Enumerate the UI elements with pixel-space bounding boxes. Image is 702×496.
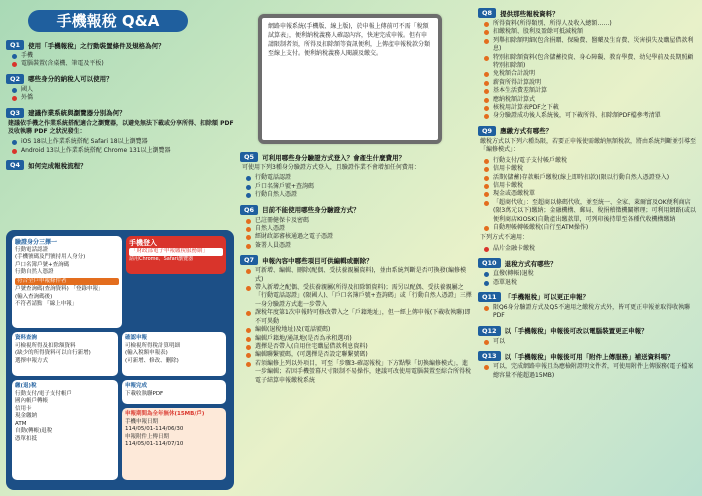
- list-item: 編輯聯繫號碼，(可選擇是否設定聯繫號碼): [246, 351, 472, 359]
- q9-body: 繳稅方式以下列六種為限，若要正申報使需繳納無額稅款，將由系統判斷並引導至「編修模式」：: [480, 137, 697, 154]
- flow-period-title: 申報期間為全年無休(15MB/戶): [125, 411, 205, 417]
- list-item: 列舉扣除額明細(包含捐贈、保險費、醫藥及生育費、災害損失及購屋借款利息): [484, 37, 696, 54]
- q9-answer-list: [484, 157, 696, 233]
- bullet-icon: [484, 184, 489, 189]
- bullet-icon: [246, 219, 251, 224]
- list-item: 應納稅額計算式: [484, 96, 696, 104]
- bullet-icon: [484, 81, 489, 86]
- bullet-icon: [246, 286, 251, 291]
- list-item: 選擇是否帶入(自用住宅購屋借款利息資料): [246, 343, 472, 351]
- list-item: 編輯戶籍地/通訊地(是否為承租選項): [246, 335, 472, 343]
- bullet-icon: [484, 201, 489, 206]
- q3-number: Q3: [6, 108, 24, 118]
- bullet-icon: [12, 54, 17, 59]
- q1-answer-list: [12, 52, 234, 69]
- bullet-icon: [484, 167, 489, 172]
- list-item: 114/05/01-114/07/10: [125, 441, 184, 447]
- flow-step-1-title: 驗證身分三擇一: [15, 239, 58, 246]
- q9-heading: [478, 126, 696, 136]
- list-item: (可新增、修改、刪除): [125, 357, 179, 364]
- q1-text: 使用「手機報稅」之行動裝置條件及規格為何？: [28, 41, 165, 50]
- list-item: 自動(轉帳)退稅: [15, 428, 53, 434]
- q3-body: 建議依手機之作業系統搭配適合之瀏覽器，以避免無法下載或分享所得、扣除額 PDF 及收執聯 PDF 之狀況發生：: [8, 119, 234, 136]
- list-item: 現金繳納: [15, 413, 38, 419]
- bullet-icon: [246, 193, 251, 198]
- list-item: 信用卡繳稅: [484, 182, 696, 190]
- q6-answer-list: [246, 217, 472, 251]
- q4-text: 如何完成報稅流程？: [28, 161, 87, 170]
- bullet-icon: [484, 89, 489, 94]
- flow-login-title: 手機登入: [129, 239, 157, 247]
- q9-refund-list: [484, 245, 696, 253]
- q13-heading: [478, 351, 696, 361]
- q13-answer-list: [484, 363, 696, 380]
- flow-step-2-title: 資料查詢: [15, 335, 38, 341]
- q12-heading: [478, 326, 696, 336]
- list-item: 不符者請點 「線上申報」: [15, 301, 78, 307]
- list-item: 行動自然人憑證: [246, 191, 472, 199]
- bullet-icon: [484, 365, 489, 370]
- q10-text: 退稅方式有哪些？: [504, 259, 557, 268]
- q11-heading: [478, 292, 696, 302]
- list-item: 可以，完成網路申報且為應檢附證明文件者，可使用附件上傳服務(電子檔案總容量不能超過15MB): [484, 363, 696, 380]
- q2-text: 哪些身分的納稅人可以使用？: [28, 75, 113, 84]
- list-item: (輸入查詢碼後): [15, 293, 53, 300]
- list-item: 限Q6身分驗證方式及Q5不適用之繳稅方式外，皆可更正申報並取得收執聯PDF: [484, 304, 696, 321]
- list-item: 已註冊健保卡及密碼: [246, 217, 472, 225]
- bullet-icon: [246, 176, 251, 181]
- q12-text: 以「手機報稅」申報後可改以電腦裝置更正申報？: [504, 327, 648, 336]
- q7-answer-list: [246, 267, 472, 385]
- list-item: 外僑: [12, 94, 234, 102]
- q7-number: Q7: [240, 255, 258, 265]
- q10-heading: [478, 258, 696, 268]
- list-item: 晶片金融卡繳稅: [484, 245, 696, 253]
- bullet-icon: [484, 39, 489, 44]
- q7-text: 申報內容中哪些項目可供編輯或刪除？: [262, 256, 373, 265]
- flow-login-sub: 「財政部電子申報繳稅服務網」: [129, 248, 223, 256]
- q5-text: 可利用哪些身分驗證方式登入？會產生什麼費用？: [262, 153, 406, 162]
- bullet-icon: [12, 149, 17, 154]
- list-item: 憑單退稅: [484, 279, 696, 287]
- list-item: 手機: [12, 52, 234, 60]
- list-item: 行動支付/電子支付帳戶繳稅: [484, 157, 696, 165]
- bullet-icon: [484, 72, 489, 77]
- flow-period-box: [122, 408, 226, 480]
- list-item: 行動電話認證: [246, 174, 472, 182]
- bullet-icon: [484, 281, 489, 286]
- q2-number: Q2: [6, 74, 24, 84]
- bullet-icon: [246, 353, 251, 358]
- page-title: 手機報稅 Q&A: [28, 10, 188, 32]
- q9-refund-title: 下列方式不適用：: [480, 234, 529, 242]
- list-item: 下載收執聯PDF: [125, 390, 164, 397]
- bullet-icon: [246, 311, 251, 316]
- flow-login-note: 請用Chrome、Safari瀏覽器: [129, 255, 194, 262]
- list-item: 身分驗證成功後人系統後，可下載所得、扣除額PDF檔參考清單: [484, 112, 696, 120]
- list-item: 薪資所得計算說明: [484, 79, 696, 87]
- flow-step-5: [122, 380, 226, 404]
- bullet-icon: [484, 56, 489, 61]
- list-item: 戶口名簿戶號+查詢碼: [246, 183, 472, 191]
- list-item: 自然人憑證: [246, 225, 472, 233]
- notice-text: 網路申報系統(手機版、線上版)，於申報上傳前可不需「稅額試算表」，便利納稅義務人確認內容，快速完成申報。但有申請限制者須，所得及扣除額等資訊便利，上傳產申報稅款分類至線上支付。便利納稅義務人閱讀及繳交。: [268, 23, 431, 57]
- q7-heading: [240, 255, 472, 265]
- flow-step-1: [12, 236, 122, 328]
- list-item: 基本生活費差額計算: [484, 87, 696, 95]
- list-item: 申報附件上傳日期: [125, 433, 170, 440]
- q8-text: 提供那些報稅資料？: [500, 9, 559, 18]
- list-item: 可新增、編輯、刪除(配偶、受扶養親屬資料)，並由系統判斷是否可換發(編修模式): [246, 267, 472, 284]
- list-item: 行動電話認證: [15, 246, 49, 253]
- q3-answer-list: [12, 138, 234, 155]
- list-item: iOS 18以上作業系統搭配 Safari 18以上瀏覽器: [12, 138, 234, 146]
- bullet-icon: [246, 362, 251, 367]
- q2-heading: [6, 74, 234, 84]
- list-item: 信用卡: [15, 405, 32, 412]
- q6-text: 目前不能使用哪些身分驗證方式？: [262, 206, 360, 215]
- q5-number: Q5: [240, 152, 258, 162]
- q3-heading: [6, 108, 234, 118]
- list-item: 電腦裝置(含桌機、筆電及平板): [12, 60, 234, 68]
- q13-number: Q13: [478, 351, 501, 361]
- list-item: 課稅年度第1次申報時可修改帶入之「戶籍地址」，但一經上傳申報(下載收執聯)即不可異動: [246, 309, 472, 326]
- flow-step-3-title: 確認申報: [125, 335, 148, 341]
- bullet-icon: [246, 235, 251, 240]
- flow-diagram: [6, 230, 234, 490]
- bullet-icon: [484, 340, 489, 345]
- flow-step-1-note: 符合全戶申報條件者: [15, 278, 119, 286]
- list-item: 所得資料(所得類別、所得人及收入總額……): [484, 20, 696, 28]
- list-item: 扣繳稅額、股利及盈餘可抵減稅額: [484, 28, 696, 36]
- list-item: 現金或憑繳稅單: [484, 190, 696, 198]
- bullet-icon: [12, 96, 17, 101]
- middle-column: [240, 0, 472, 496]
- q9-text: 應繳方式有哪些？: [500, 127, 553, 136]
- list-item: 簽署人員憑證: [246, 242, 472, 250]
- list-item: 特別扣除額資料(包含儲蓄投資、身心障礙、教育學費、幼兒學前及長期照顧特別扣除額): [484, 54, 696, 71]
- bullet-icon: [484, 22, 489, 27]
- q9-number: Q9: [478, 126, 496, 136]
- bullet-icon: [12, 88, 17, 93]
- bullet-icon: [246, 328, 251, 333]
- list-item: 憑單扣抵: [15, 435, 38, 442]
- list-item: 免稅額合計說明: [484, 70, 696, 78]
- list-item: 經財政部審核通過之電子憑證: [246, 233, 472, 241]
- flow-step-2: [12, 332, 118, 376]
- list-item: 直撥(轉帳)退稅: [484, 270, 696, 278]
- list-item: 手機申報日期: [125, 418, 159, 425]
- q5-heading: [240, 152, 472, 162]
- q11-answer-list: [484, 304, 696, 321]
- bullet-icon: [484, 30, 489, 35]
- q11-text: 「手機報稅」可以更正申報？: [504, 293, 590, 302]
- q11-number: Q11: [478, 292, 501, 302]
- left-column: [6, 0, 234, 496]
- list-item: Android 13以上作業系統搭配 Chrome 131以上瀏覽器: [12, 147, 234, 155]
- q4-number: Q4: [6, 160, 24, 170]
- list-item: (手機號碼及門號持用人身分): [15, 254, 86, 260]
- flow-step-3: [122, 332, 226, 376]
- list-item: 信用卡繳稅: [484, 165, 696, 173]
- list-item: 「超商代收」：至超商以條碼代收，並至統一、全家、萊爾富及OK便利商店(限3萬元以下)繳納；金融機構、郵局、稅捐稽徵機關辦理；可利用網路(或以便利商店KIOSK)自動產出繳款單，可列印後持單至各種代收機構繳納: [484, 199, 696, 224]
- flow-step-4-title: 繳(退)稅: [15, 383, 37, 389]
- list-item: 戶口名簿戶號+查詢碼: [15, 261, 70, 268]
- flow-login-box: [126, 236, 226, 274]
- q6-heading: [240, 205, 472, 215]
- list-item: 編輯(退稅地址)及(電話號碼): [246, 326, 472, 334]
- q10-number: Q10: [478, 258, 501, 268]
- list-item: 行動自然人憑證: [15, 269, 54, 275]
- q6-number: Q6: [240, 205, 258, 215]
- bullet-icon: [246, 345, 251, 350]
- list-item: 可檢視所得及扣除額資料: [15, 342, 76, 349]
- bullet-icon: [484, 247, 489, 252]
- list-item: 行動支付/電子支付帳戶: [15, 390, 72, 397]
- q12-answer-list: [484, 338, 696, 346]
- q4-heading: [6, 160, 234, 170]
- bullet-icon: [484, 114, 489, 119]
- bullet-icon: [246, 337, 251, 342]
- list-item: 戶號查詢碼(查詢資料) 「登錄申報」: [15, 286, 104, 292]
- bullet-icon: [484, 192, 489, 197]
- q5-answer-list: [246, 174, 472, 199]
- q13-text: 以「手機報稅」申報後可用「附件上傳服務」補送資料嗎？: [504, 352, 674, 361]
- list-item: 可以: [484, 338, 696, 346]
- q10-answer-list: [484, 270, 696, 287]
- bullet-icon: [484, 272, 489, 277]
- q1-heading: [6, 40, 234, 50]
- bullet-icon: [12, 140, 17, 145]
- bullet-icon: [484, 176, 489, 181]
- bullet-icon: [484, 98, 489, 103]
- list-item: ATM: [15, 420, 27, 427]
- right-column: [478, 0, 696, 496]
- q2-answer-list: [12, 86, 234, 103]
- bullet-icon: [246, 185, 251, 190]
- list-item: 國內帳戶轉帳: [15, 398, 49, 404]
- list-item: 自動理帳轉帳繳稅(自行至ATM操作): [484, 224, 696, 232]
- list-item: 可檢視所得稅計算明細: [125, 342, 181, 349]
- bullet-icon: [246, 227, 251, 232]
- list-item: (輸入稅額申報表): [125, 350, 168, 356]
- flow-step-5-title: 申報完成: [125, 383, 148, 389]
- list-item: (缺少的所得資料可以自行新增): [15, 350, 91, 356]
- list-item: 核稅用計算表PDF之下載: [484, 104, 696, 112]
- bullet-icon: [484, 106, 489, 111]
- bullet-icon: [246, 269, 251, 274]
- bullet-icon: [484, 226, 489, 231]
- q8-heading: [478, 8, 696, 18]
- q8-answer-list: [484, 20, 696, 121]
- list-item: 選擇申報方式: [15, 357, 49, 364]
- q1-number: Q1: [6, 40, 24, 50]
- q8-number: Q8: [478, 8, 496, 18]
- notice-box: [258, 14, 442, 144]
- list-item: 若須編修上列以外項目，可至「步驟3-確認報稅」下方點擊「切換編修模式」，進一步編輯；若因手機螢幕尺寸限制不易操作，建議可改使用電腦裝置至綜合所得稅電子結算申報繳稅系統: [246, 360, 472, 385]
- bullet-icon: [246, 244, 251, 249]
- list-item: 國人: [12, 86, 234, 94]
- list-item: 114/05/01-114/06/30: [125, 426, 184, 432]
- list-item: 活期(儲蓄)存款帳戶繳稅(線上即時扣款)(限以行動自然人憑證登入): [484, 174, 696, 182]
- bullet-icon: [484, 306, 489, 311]
- q5-body: 可使用下列3種身分驗證方式登入，且驗證作業不會增加任何費用：: [242, 164, 420, 171]
- flow-step-4: [12, 380, 118, 480]
- bullet-icon: [484, 159, 489, 164]
- q3-text: 建議作業系統與瀏覽器分別為何？: [28, 109, 126, 118]
- list-item: 帶入新增之配偶、受扶養親屬(所得及扣除額資料)；需另以配偶、受扶養親屬之「行動電話認證」(限國人)、「戶口名簿戶號+查詢碼」或「行動自然人憑證」三擇一身分驗證方式進一步帶入: [246, 284, 472, 309]
- bullet-icon: [12, 62, 17, 67]
- q12-number: Q12: [478, 326, 501, 336]
